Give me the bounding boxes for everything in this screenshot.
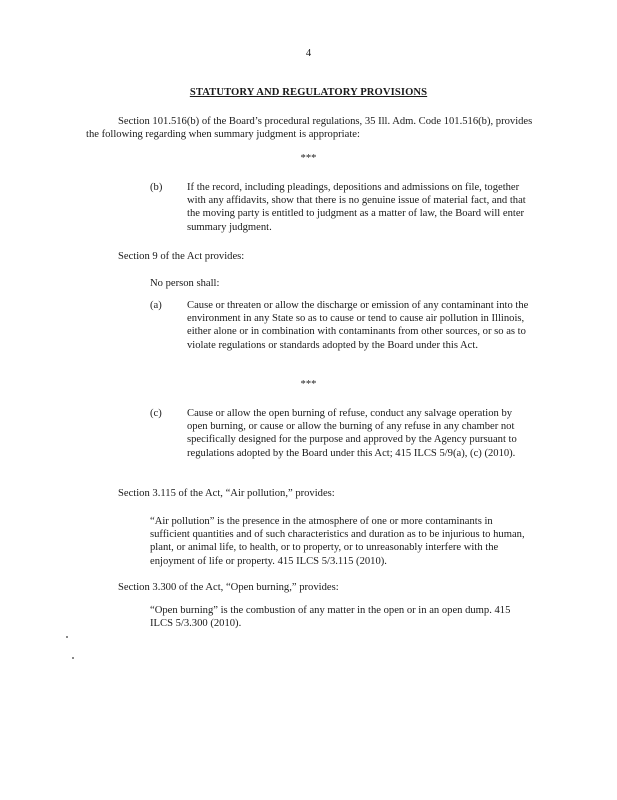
- section-3115-intro: Section 3.115 of the Act, “Air pollution,” provides:: [118, 488, 335, 499]
- item-c-label: (c): [150, 408, 162, 419]
- scan-speck: [66, 636, 68, 638]
- open-burning-definition: “Open burning” is the combustion of any matter in the open or in an open dump. 415 ILCS 5/3.300 (2010).: [150, 605, 511, 630]
- air-pollution-definition: “Air pollution” is the presence in the atmosphere of one or more contaminants in sufficient quantities and of such characteristics and duration as to be injurious to human, plant, or animal life, to health, or to property, or to unreasonably interfere with the enjoyment of life or property. 415 ILCS 5/3.115 (2010).: [150, 516, 525, 567]
- scan-speck: [72, 657, 74, 659]
- item-a-text: Cause or threaten or allow the discharge or emission of any contaminant into the environment in any State so as to cause or tend to cause air pollution in Illinois, either alone or in combination with contaminants from other sources, or so as to violate regulations or standards adopted by the Board under this Act.: [187, 300, 529, 351]
- ellipsis-2: ***: [300, 379, 317, 390]
- item-b-text: If the record, including pleadings, depositions and admissions on file, together with any affidavits, show that there is no genuine issue of material fact, and that the moving party is entitled to judgment as a matter of law, the Board will enter summary judgment.: [187, 182, 526, 233]
- item-a-label: (a): [150, 300, 162, 311]
- item-c-text: Cause or allow the open burning of refuse, conduct any salvage operation by open burning, or cause or allow the burning of any refuse in any chamber not specifically designed for the purpose and approved by the Agency pursuant to regulations adopted by the Board under this Act; 415 ILCS 5/9(a), (c) (2010).: [187, 408, 517, 459]
- section-heading: STATUTORY AND REGULATORY PROVISIONS: [189, 87, 428, 98]
- section-3300-intro: Section 3.300 of the Act, “Open burning,” provides:: [118, 582, 339, 593]
- ellipsis-1: ***: [300, 153, 317, 164]
- intro-paragraph: Section 101.516(b) of the Board’s procedural regulations, 35 Ill. Adm. Code 101.516(b), provides the following regarding when summary judgment is appropriate:: [86, 116, 533, 141]
- no-person-shall: No person shall:: [150, 278, 220, 289]
- item-b-label: (b): [150, 182, 163, 193]
- section-9-intro: Section 9 of the Act provides:: [118, 251, 245, 262]
- page-number: 4: [305, 48, 312, 59]
